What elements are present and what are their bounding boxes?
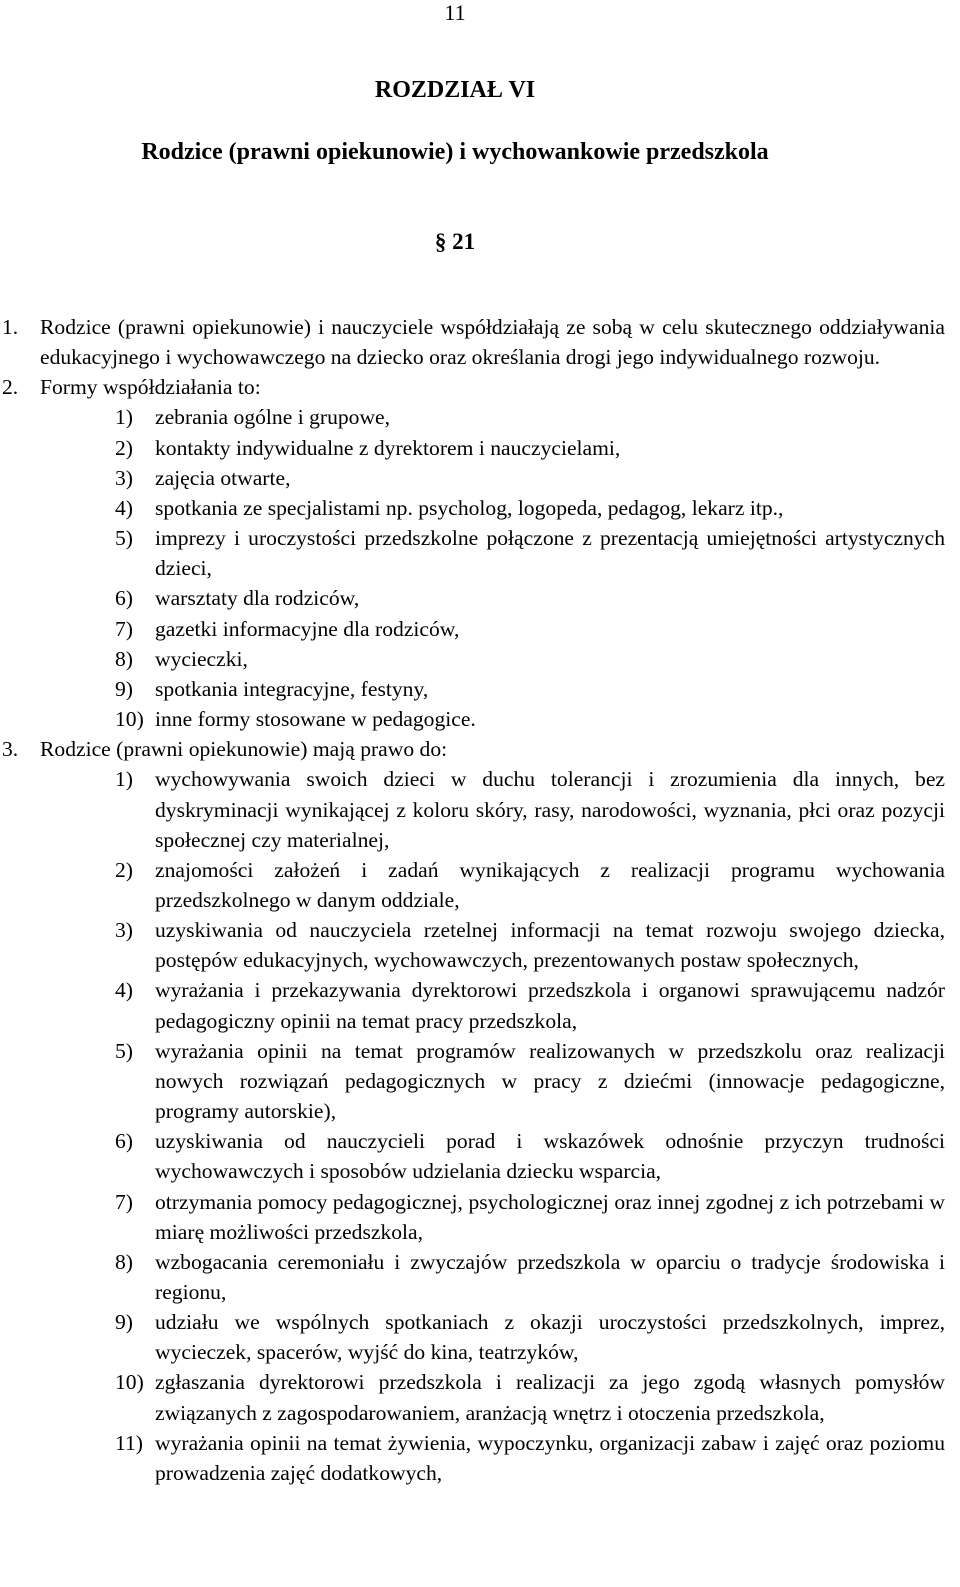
paragraph-number: 2. [2,375,19,400]
list-item-number: 4) [115,495,133,520]
list-item [0,1367,945,1427]
list-item [0,674,945,704]
chapter-heading: ROZDZIAŁ VI [374,77,536,103]
list-item-number: 7) [115,616,133,641]
list-item [0,764,945,854]
list-item [0,583,945,613]
list-item [0,433,945,463]
paragraph-number: 3. [2,737,19,762]
list-item-text: warsztaty dla rodziców, [155,586,360,611]
list-item-number: 3) [115,918,133,943]
list-item-text: wzbogacania ceremoniału i zwyczajów przedszkola w oparciu o tradycje środowiska i regionu, [155,1249,945,1304]
page-number: 11 [444,0,466,25]
list-item-text: uzyskiwania od nauczyciela rzetelnej informacji na temat rozwoju swojego dziecka, postępów edukacyjnych, wychowawczych, prezentowanych postaw społecznych, [155,918,945,973]
list-item-number: 10) [115,1370,144,1395]
list-item [0,1247,945,1307]
document-body [0,312,960,1488]
list-item-text: imprezy i uroczystości przedszkolne połączone z prezentacją umiejętności artystycznych dzieci, [155,526,945,581]
list-item-number: 9) [115,676,133,701]
list-item-number: 2) [115,857,133,882]
list-item-text: inne formy stosowane w pedagogice. [155,707,476,732]
list-item-text: wychowywania swoich dzieci w duchu tolerancji i zrozumienia dla innych, bez dyskryminacji wynikającej z koloru skóry, rasy, narodowości, wyznania, płci oraz pozycji społecznej czy materialnej, [155,767,945,852]
list-item-number: 10) [115,707,144,732]
list-item-number: 1) [115,767,133,792]
list-item-number: 6) [115,1129,133,1154]
list-item [0,1036,945,1126]
list-item [0,644,945,674]
list-item-text: wycieczki, [155,646,248,671]
list-item-number: 3) [115,465,133,490]
list-item-number: 9) [115,1310,133,1335]
list-item-text: zgłaszania dyrektorowi przedszkola i realizacji za jego zgodą własnych pomysłów związanych z zagospodarowaniem, aranżacją wnętrz i otoczenia przedszkola, [155,1370,945,1425]
list-item [0,855,945,915]
list-item [0,463,945,493]
list-item-number: 11) [115,1430,143,1455]
list-item-text: spotkania integracyjne, festyny, [155,676,429,701]
list-item-text: zebrania ogólne i grupowe, [155,405,391,430]
list-item-number: 4) [115,978,133,1003]
list-item-text: znajomości założeń i zadań wynikających z realizacji programu wychowania przedszkolnego w danym oddziale, [155,857,945,912]
list-item [0,1126,945,1186]
list-item-text: zajęcia otwarte, [155,465,291,490]
list-item-text: spotkania ze specjalistami np. psycholog, logopeda, pedagog, lekarz itp., [155,495,784,520]
list-item-text: wyrażania opinii na temat żywienia, wypoczynku, organizacji zabaw i zajęć oraz poziomu prowadzenia zajęć dodatkowych, [155,1430,945,1485]
paragraph [0,734,945,764]
list-item [0,704,945,734]
list-item-number: 2) [115,435,133,460]
list-item [0,1428,945,1488]
paragraph [0,312,945,372]
list-item-number: 1) [115,405,133,430]
list-item-number: 6) [115,586,133,611]
paragraph-text: Rodzice (prawni opiekunowie) mają prawo do: [40,737,448,762]
chapter-subtitle: Rodzice (prawni opiekunowie) i wychowankowie przedszkola [141,139,769,165]
list-item [0,614,945,644]
list-item-number: 8) [115,646,133,671]
list-item-text: uzyskiwania od nauczycieli porad i wskazówek odnośnie przyczyn trudności wychowawczych i sposobów udzielania dziecku wsparcia, [155,1129,945,1184]
list-item-text: otrzymania pomocy pedagogicznej, psychologicznej oraz innej zgodnej z ich potrzebami w miarę możliwości przedszkola, [155,1189,945,1244]
list-item-number: 5) [115,1038,133,1063]
list-item-text: gazetki informacyjne dla rodziców, [155,616,460,641]
paragraph [0,372,945,402]
paragraph-number: 1. [2,315,19,339]
section-heading: § 21 [434,229,476,254]
list-item-number: 7) [115,1189,133,1214]
list-item-number: 8) [115,1249,133,1274]
list-item [0,915,945,975]
list-item-text: wyrażania i przekazywania dyrektorowi przedszkola i organowi sprawującemu nadzór pedagogiczny opinii na temat pracy przedszkola, [155,978,945,1033]
list-item [0,1187,945,1247]
list-item-text: udziału we wspólnych spotkaniach z okazji uroczystości przedszkolnych, imprez, wycieczek, spacerów, wyjść do kina, teatrzyków, [155,1310,945,1365]
list-item-text: wyrażania opinii na temat programów realizowanych w przedszkolu oraz realizacji nowych rozwiązań pedagogicznych w pracy z dziećmi (innowacje pedagogiczne, programy autorskie), [155,1038,945,1124]
list-item-text: kontakty indywidualne z dyrektorem i nauczycielami, [155,435,621,460]
paragraph-text: Formy współdziałania to: [40,375,261,400]
list-item [0,523,945,583]
list-item [0,975,945,1035]
paragraph-text: Rodzice (prawni opiekunowie) i nauczyciele współdziałają ze sobą w celu skutecznego oddziaływania edukacyjnego i wychowawczego na dziecko oraz określania drogi jego indywidualnego rozwoju. [40,315,945,370]
list-item-number: 5) [115,526,133,551]
list-item [0,1307,945,1367]
list-item [0,493,945,523]
list-item [0,402,945,432]
